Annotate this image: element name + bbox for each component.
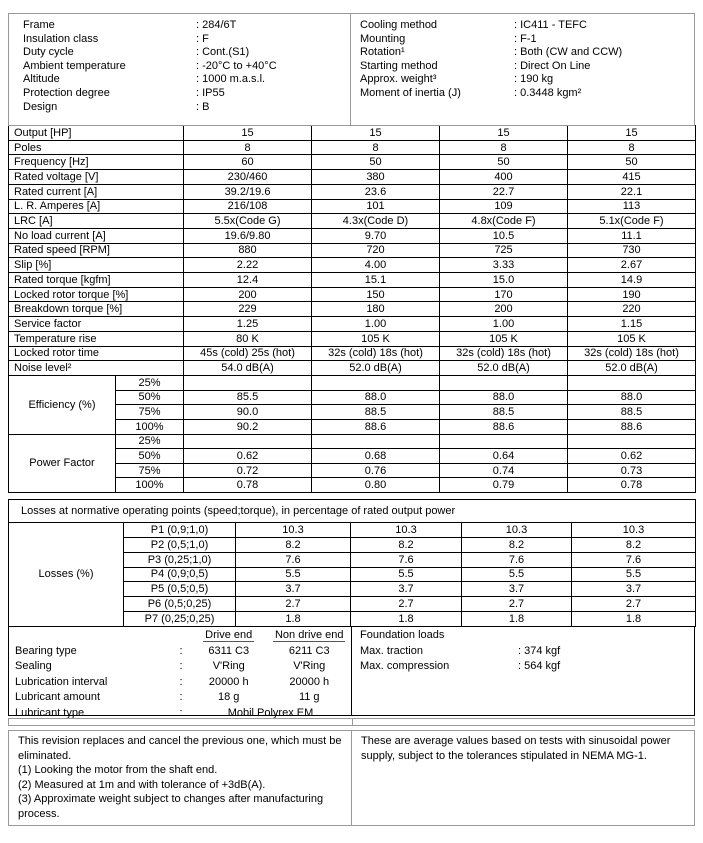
losses-value: 3.7 [462,582,572,597]
general-info-section [8,13,695,126]
ratings-row [9,170,696,185]
ratings-value: 1.25 [184,317,312,332]
load-percent-label: 25% [116,376,184,391]
notes-section [8,730,695,826]
losses-value: 3.7 [351,582,462,597]
performance-value: 88.6 [568,419,696,434]
ratings-table [8,125,696,376]
ratings-value: 415 [568,170,696,185]
ratings-value: 15.0 [440,273,568,288]
ratings-value: 200 [440,302,568,317]
ratings-value: 880 [184,243,312,258]
ratings-row-label: Rated speed [RPM] [9,243,184,258]
info-row [23,46,350,60]
performance-value [440,434,568,449]
performance-value [568,434,696,449]
bearing-header-row [15,628,351,644]
info-label: Cooling method [360,19,438,31]
ratings-row [9,317,696,332]
performance-value: 88.6 [312,419,440,434]
info-row [360,73,694,87]
separator-row [8,718,695,726]
losses-value: 7.6 [351,552,462,567]
ratings-value: 11.1 [568,228,696,243]
info-row [360,33,694,47]
ratings-value: 8 [568,140,696,155]
losses-value: 1.8 [236,612,351,627]
losses-value: 10.3 [572,522,696,537]
info-label: Moment of inertia (J) [360,86,461,99]
ratings-value: 720 [312,243,440,258]
ratings-value: 105 K [312,331,440,346]
info-value: : B [196,100,210,113]
performance-value [184,434,312,449]
load-percent-label: 50% [116,449,184,464]
performance-value: 88.5 [568,405,696,420]
losses-value: 5.5 [462,567,572,582]
performance-value [312,376,440,391]
performance-group-label: Efficiency (%) [9,376,116,435]
ratings-value: 190 [568,287,696,302]
info-row [360,46,694,60]
performance-value: 0.64 [440,449,568,464]
ratings-value: 725 [440,243,568,258]
ratings-value: 113 [568,199,696,214]
losses-value: 8.2 [351,537,462,552]
non-drive-end-header [267,628,351,644]
info-label: Frame [23,19,55,31]
ratings-value: 50 [440,155,568,170]
info-row [23,33,350,47]
losses-point-label: P3 (0,25;1,0) [124,552,236,567]
performance-value: 0.73 [568,463,696,478]
ratings-value: 5.1x(Code F) [568,214,696,229]
performance-value: 0.62 [568,449,696,464]
losses-value: 7.6 [236,552,351,567]
spacer [172,628,190,644]
ratings-value: 52.0 dB(A) [440,361,568,376]
max-traction-value: : 374 kgf [518,644,561,657]
bearing-non-drive-end-value: V'Ring [293,660,326,672]
ratings-value: 400 [440,170,568,185]
ratings-value: 15.1 [312,273,440,288]
info-row [23,19,350,33]
bearing-row [15,644,351,660]
bearing-row [15,690,351,706]
performance-value [312,434,440,449]
ratings-row-label: Slip [%] [9,258,184,273]
ratings-value: 45s (cold) 25s (hot) [184,346,312,361]
bearing-row-label: Lubrication interval [15,675,108,688]
losses-header-row [9,500,696,523]
losses-value: 7.6 [462,552,572,567]
bearing-row-label: Bearing type [15,644,77,657]
ratings-value: 4.00 [312,258,440,273]
info-label: Rotation¹ [360,46,405,59]
ratings-value: 105 K [440,331,568,346]
ratings-row-label: L. R. Amperes [A] [9,199,184,214]
ratings-row-label: Output [HP] [9,126,184,141]
ratings-row [9,228,696,243]
ratings-value: 52.0 dB(A) [312,361,440,376]
info-label: Protection degree [23,86,110,99]
foundation-loads-box [352,626,695,716]
load-percent-label: 50% [116,390,184,405]
general-info-left-box [8,13,351,126]
ratings-row [9,184,696,199]
performance-value: 88.0 [568,390,696,405]
ratings-row-label: Rated torque [kgfm] [9,273,184,288]
performance-value: 0.78 [184,478,312,493]
lubricant-type-label: Lubricant type [15,706,85,719]
ratings-row [9,302,696,317]
load-percent-label: 100% [116,419,184,434]
bearing-drive-end-value: 18 g [218,691,240,703]
losses-table [8,499,696,627]
note-line: (3) Approximate weight subject to changes after manufacturing process. [18,793,324,820]
ratings-value: 14.9 [568,273,696,288]
info-value: : Both (CW and CCW) [514,46,623,59]
losses-value: 5.5 [236,567,351,582]
losses-value: 1.8 [462,612,572,627]
bearing-row [15,675,351,691]
ratings-value: 4.8x(Code F) [440,214,568,229]
losses-header: Losses at normative operating points (speed;torque), in percentage of rated output power [9,500,696,523]
info-row [360,19,694,33]
info-value: : 0.3448 kgm² [514,86,582,99]
performance-value: 90.0 [184,405,312,420]
info-value: : 284/6T [196,19,237,31]
drive-end-header-label: Drive end [205,629,253,641]
colon: : [179,675,183,688]
ratings-row [9,346,696,361]
bearing-non-drive-end-value: 6211 C3 [288,644,330,657]
ratings-value: 730 [568,243,696,258]
ratings-value: 1.00 [312,317,440,332]
losses-point-label: P2 (0,5;1,0) [124,537,236,552]
info-row [360,87,694,101]
foundation-title: Foundation loads [360,629,445,641]
ratings-row-label: LRC [A] [9,214,184,229]
ratings-value: 229 [184,302,312,317]
colon: : [179,706,183,719]
ratings-value: 9.70 [312,228,440,243]
ratings-value: 80 K [184,331,312,346]
ratings-value: 1.00 [440,317,568,332]
note-line: (2) Measured at 1m and with tolerance of +3dB(A). [18,778,266,791]
losses-point-label: P1 (0,9;1,0) [124,522,236,537]
bearing-non-drive-end-value: 20000 h [289,675,330,688]
notes-left-box [8,730,352,826]
foundation-row [360,644,694,660]
ratings-row-label: Temperature rise [9,331,184,346]
colon: : [179,644,183,657]
performance-value: 0.79 [440,478,568,493]
max-traction-label: Max. traction [360,644,423,657]
performance-value: 0.68 [312,449,440,464]
info-row [360,60,694,74]
bearing-row-label: Lubricant amount [15,691,100,703]
info-label: Duty cycle [23,46,74,59]
performance-value: 88.0 [312,390,440,405]
load-percent-label: 25% [116,434,184,449]
losses-value: 10.3 [462,522,572,537]
ratings-value: 200 [184,287,312,302]
losses-point-label: P6 (0,5;0,25) [124,597,236,612]
ratings-row-label: Locked rotor time [9,346,184,361]
ratings-value: 22.7 [440,184,568,199]
ratings-value: 15 [184,126,312,141]
ratings-value: 19.6/9.80 [184,228,312,243]
losses-row [9,522,696,537]
losses-value: 3.7 [236,582,351,597]
losses-value: 8.2 [572,537,696,552]
load-percent-label: 75% [116,463,184,478]
losses-value: 5.5 [351,567,462,582]
performance-value: 0.72 [184,463,312,478]
performance-row [9,434,696,449]
ratings-value: 4.3x(Code D) [312,214,440,229]
ratings-value: 8 [312,140,440,155]
info-row [23,73,350,87]
ratings-value: 15 [312,126,440,141]
info-value: : 1000 m.a.s.l. [196,73,266,86]
losses-value: 2.7 [572,597,696,612]
ratings-row [9,273,696,288]
info-value: : F-1 [514,32,537,45]
ratings-value: 216/108 [184,199,312,214]
ratings-value: 22.1 [568,184,696,199]
bearing-non-drive-end-value: 11 g [298,691,320,703]
lubricant-type-value: Mobil Polyrex EM [227,706,314,719]
note-line: This revision replaces and cancel the previous one, which must be eliminated. [18,735,342,762]
ratings-value: 50 [568,155,696,170]
info-value: : 190 kg [514,73,554,86]
ratings-row [9,361,696,376]
ratings-row [9,126,696,141]
performance-value: 0.76 [312,463,440,478]
ratings-row-label: Noise level² [9,361,184,376]
note-line: These are average values based on tests with sinusoidal power supply, subject to the tolerances stipulated in NEMA MG-1. [361,735,671,762]
ratings-row [9,287,696,302]
ratings-value: 8 [440,140,568,155]
performance-value: 0.80 [312,478,440,493]
performance-value [568,376,696,391]
ratings-value: 150 [312,287,440,302]
losses-value: 2.7 [462,597,572,612]
ratings-row-label: Breakdown torque [%] [9,302,184,317]
info-value: : -20°C to +40°C [196,59,277,72]
info-label: Ambient temperature [23,59,126,72]
notes-right-box [352,730,695,826]
ratings-value: 2.67 [568,258,696,273]
losses-group-label: Losses (%) [9,522,124,626]
ratings-row-label: No load current [A] [9,228,184,243]
ratings-value: 105 K [568,331,696,346]
ratings-row [9,140,696,155]
ratings-value: 109 [440,199,568,214]
losses-point-label: P4 (0,9;0,5) [124,567,236,582]
ratings-value: 12.4 [184,273,312,288]
max-compression-value: : 564 kgf [518,660,561,672]
bearing-section [8,626,695,719]
losses-value: 2.7 [351,597,462,612]
ratings-value: 3.33 [440,258,568,273]
losses-value: 7.6 [572,552,696,567]
info-row [23,101,350,115]
performance-value: 88.5 [312,405,440,420]
ratings-value: 15 [440,126,568,141]
ratings-value: 10.5 [440,228,568,243]
losses-value: 3.7 [572,582,696,597]
bearing-drive-end-value: V'Ring [212,660,245,672]
performance-value [184,376,312,391]
performance-value: 88.6 [440,419,568,434]
max-compression-label: Max. compression [360,660,450,672]
ratings-row [9,214,696,229]
load-percent-label: 100% [116,478,184,493]
ratings-value: 32s (cold) 18s (hot) [568,346,696,361]
performance-value: 88.5 [440,405,568,420]
info-label: Insulation class [23,32,99,45]
losses-point-label: P7 (0,25;0,25) [124,612,236,627]
losses-value: 2.7 [236,597,351,612]
bearing-drive-end-value: 6311 C3 [208,644,250,657]
ratings-row-label: Frequency [Hz] [9,155,184,170]
colon: : [179,660,183,672]
info-row [23,87,350,101]
ratings-row-label: Locked rotor torque [%] [9,287,184,302]
losses-point-label: P5 (0,5;0,5) [124,582,236,597]
ratings-value: 39.2/19.6 [184,184,312,199]
performance-table [8,375,696,493]
bearing-row [15,659,351,675]
losses-value: 5.5 [572,567,696,582]
losses-value: 8.2 [462,537,572,552]
foundation-row [360,659,694,675]
ratings-value: 1.15 [568,317,696,332]
losses-value: 1.8 [572,612,696,627]
general-info-right-box [351,13,695,126]
ratings-row [9,258,696,273]
colon: : [179,691,183,703]
info-value: : IP55 [196,86,225,99]
ratings-row-label: Service factor [9,317,184,332]
ratings-value: 380 [312,170,440,185]
ratings-value: 101 [312,199,440,214]
performance-value: 0.62 [184,449,312,464]
ratings-value: 52.0 dB(A) [568,361,696,376]
ratings-value: 180 [312,302,440,317]
non-drive-end-header-label: Non drive end [274,629,344,641]
ratings-value: 15 [568,126,696,141]
losses-value: 8.2 [236,537,351,552]
ratings-row [9,331,696,346]
ratings-value: 2.22 [184,258,312,273]
ratings-row [9,155,696,170]
ratings-value: 170 [440,287,568,302]
ratings-value: 8 [184,140,312,155]
bearing-rows [15,644,351,706]
ratings-row-label: Rated current [A] [9,184,184,199]
ratings-row [9,243,696,258]
bearings-box [8,626,352,719]
ratings-value: 32s (cold) 18s (hot) [440,346,568,361]
bearing-drive-end-value: 20000 h [208,675,249,688]
separator-divider [352,719,353,725]
ratings-value: 230/460 [184,170,312,185]
losses-value: 1.8 [351,612,462,627]
load-percent-label: 75% [116,405,184,420]
losses-value: 10.3 [351,522,462,537]
ratings-value: 5.5x(Code G) [184,214,312,229]
info-value: : Cont.(S1) [196,46,250,59]
ratings-value: 60 [184,155,312,170]
info-label: Design [23,100,58,113]
performance-row [9,376,696,391]
info-value: : IC411 - TEFC [514,19,587,31]
info-label: Mounting [360,32,406,45]
ratings-row-label: Rated voltage [V] [9,170,184,185]
performance-group-label: Power Factor [9,434,116,493]
info-label: Altitude [23,73,60,86]
info-label: Approx. weight³ [360,73,437,86]
note-line: (1) Looking the motor from the shaft end. [18,764,218,776]
performance-value [440,376,568,391]
performance-value: 0.74 [440,463,568,478]
ratings-value: 220 [568,302,696,317]
ratings-value: 23.6 [312,184,440,199]
performance-value: 90.2 [184,419,312,434]
info-row [23,60,350,74]
ratings-row-label: Poles [9,140,184,155]
performance-value: 85.5 [184,390,312,405]
bearing-row-label: Sealing [15,660,52,672]
ratings-value: 32s (cold) 18s (hot) [312,346,440,361]
drive-end-header [190,628,268,644]
performance-value: 88.0 [440,390,568,405]
spacer [15,628,172,644]
ratings-row [9,199,696,214]
info-label: Starting method [360,59,438,72]
performance-value: 0.78 [568,478,696,493]
info-value: : F [196,32,209,45]
ratings-value: 54.0 dB(A) [184,361,312,376]
ratings-value: 50 [312,155,440,170]
info-value: : Direct On Line [514,59,591,72]
losses-value: 10.3 [236,522,351,537]
